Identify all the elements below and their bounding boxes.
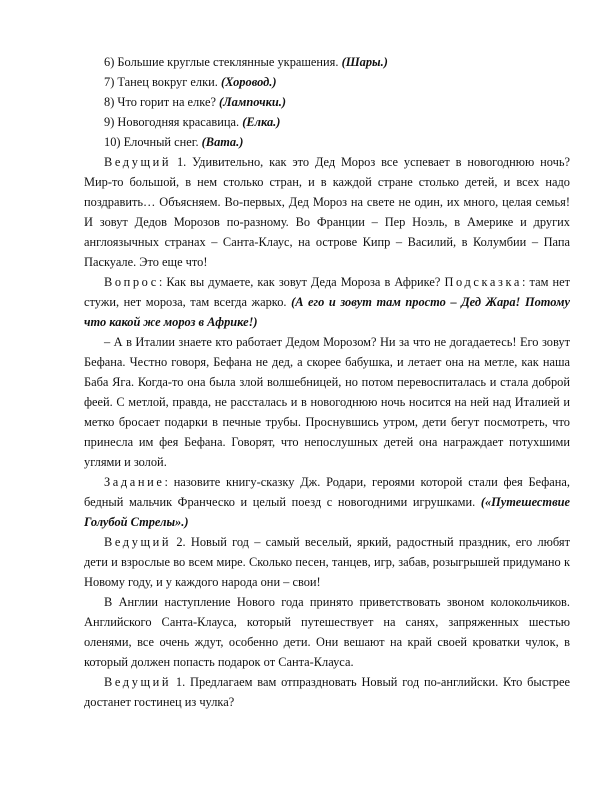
speaker-label: Ведущий	[104, 675, 172, 689]
task-label: Задание	[104, 475, 165, 489]
list-item: 6) Большие круглые стеклянные украшения. (Шары.)	[104, 55, 388, 69]
speaker-label: Ведущий	[104, 155, 172, 169]
answer-text: (Елка.)	[242, 115, 281, 129]
paragraph-host-2: Ведущий 2. Новый год – самый веселый, яркий, радостный праздник, его любят дети и взрослые во всем мире. Сколько песен, танцев, игр, забав, розыгрышей придумано к Новому году, и у каждого народа они – свои!	[84, 535, 570, 589]
list-item: 10) Елочный снег. (Вата.)	[104, 135, 244, 149]
answer-text: (Вата.)	[201, 135, 244, 149]
paragraph-italy: – А в Италии знаете кто работает Дедом Морозом? Ни за что не догадаетесь! Его зовут Бефана. Честно говоря, Бефана не дед, а скорее бабушка, и летает она на метле, как наша Баба Яга. Когда-то она была злой волшебницей, но потом перевоспиталась и стала доброй феей. С метлой, правда, не рассталась и в новогоднюю ночь носится на ней над Италией и метко бросает подарки в печные трубы. Проснувшись утром, дети бегут посмотреть, что принесла им фея Бефана. Говорят, что непослушных детей она награждает потухшими углями и золой.	[84, 335, 570, 469]
answer-text: («Путешествие Голубой Стрелы».)	[84, 495, 570, 529]
answer-text: (Шары.)	[341, 55, 388, 69]
document-page	[84, 52, 570, 712]
list-item: 8) Что горит на елке? (Лампочки.)	[104, 95, 287, 109]
question-label: Вопрос	[104, 275, 159, 289]
speaker-label: Ведущий	[104, 535, 172, 549]
paragraph-host-1: Ведущий 1. Удивительно, как это Дед Мороз все успевает в новогоднюю ночь? Мир-то большой, в нем столько стран, и в каждой стране столько детей, и всех надо поздравить… Объясняем. Во-первых, Дед Мороз на свете не один, их много, целая семья! И зовут Дедов Морозов по-разному. Во Франции – Пер Ноэль, в Америке и других англоязычных странах – Санта-Клаус, на острове Кипр – Василий, в Колумбии – Папа Паскуале. Это еще что!	[84, 155, 570, 269]
paragraph-task: Задание: назовите книгу-сказку Дж. Родари, героями которой стали фея Бефана, бедный мальчик Франческо и целый поезд с новогодними игрушками. («Путешествие Голубой Стрелы».)	[84, 475, 570, 529]
list-item: 9) Новогодняя красавица. (Елка.)	[104, 115, 281, 129]
answer-text: (Лампочки.)	[219, 95, 287, 109]
paragraph-england: В Англии наступление Нового года принято приветствовать звоном колокольчиков. Английского Санта-Клауса, который путешествует на санях, запряженных шестью оленями, все очень ждут, особенно дети. Они вешают на край своей кроватки чулок, в который должен попасть подарок от Санта-Клауса.	[84, 595, 570, 669]
hint-label: Подсказка	[444, 275, 523, 289]
paragraph-host-3: Ведущий 1. Предлагаем вам отпраздновать Новый год по-английски. Кто быстрее достанет гостинец из чулка?	[84, 675, 570, 709]
paragraph-question: Вопрос: Как вы думаете, как зовут Деда Мороза в Африке? Подсказка: там нет стужи, нет мороза, там всегда жарко. (А его и зовут там просто – Дед Жара! Потому что какой же мороз в Африке!)	[84, 275, 571, 329]
list-item: 7) Танец вокруг елки. (Хоровод.)	[104, 75, 277, 89]
answer-text: (А его и зовут там просто – Дед Жара! Потому что какой же мороз в Африке!)	[84, 295, 570, 329]
answer-text: (Хоровод.)	[220, 75, 277, 89]
